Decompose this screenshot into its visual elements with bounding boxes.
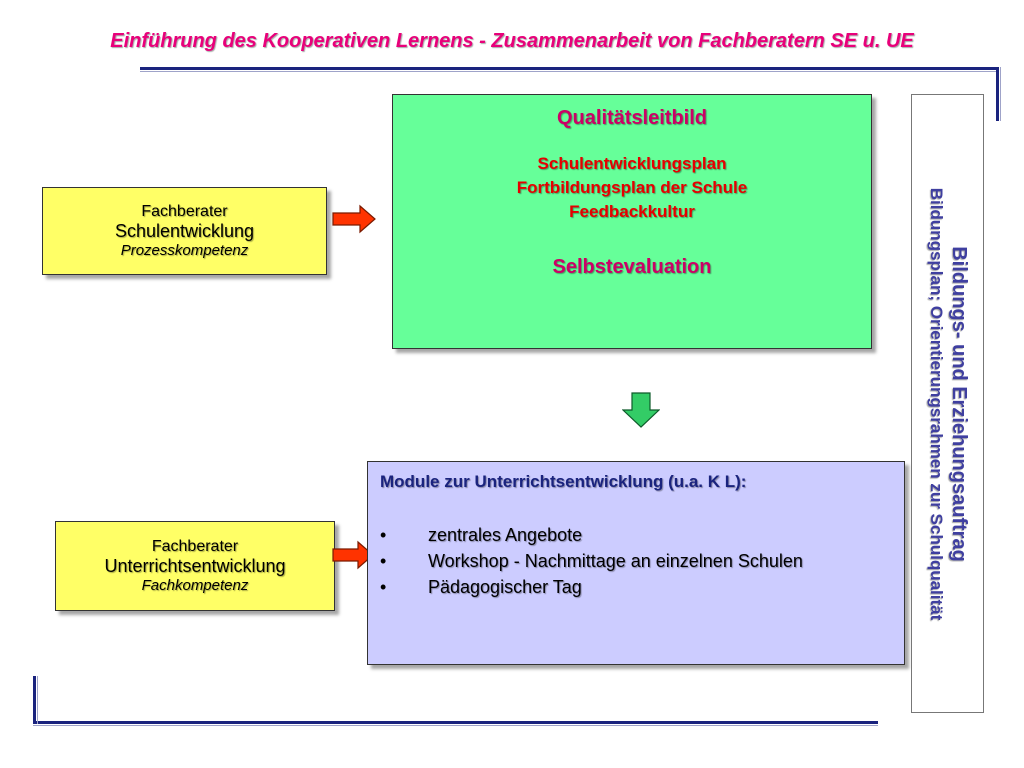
- list-item-text: Pädagogischer Tag: [428, 577, 582, 597]
- top-divider-shadow: [140, 71, 997, 72]
- box-ue-field: Unterrichtsentwicklung: [104, 556, 286, 576]
- side-frame-box: [911, 94, 984, 713]
- right-corner-line: [996, 67, 999, 121]
- modules-box: [367, 461, 905, 665]
- list-item: [380, 522, 880, 548]
- top-divider: [140, 67, 997, 70]
- side-text-framework: Bildungsplan; Orientierungsrahmen zur Schulqualität: [926, 187, 946, 620]
- quality-title: Qualitätsleitbild: [556, 107, 708, 129]
- bullet-icon: •: [380, 551, 387, 571]
- arrow-right-icon: [332, 204, 376, 234]
- arrow-down-icon: [622, 392, 660, 428]
- bullet-icon: •: [380, 525, 387, 545]
- modules-title: Module zur Unterrichtsentwicklung (u.a. K L):: [380, 472, 747, 491]
- modules-list: [380, 522, 880, 600]
- list-item: [380, 548, 880, 574]
- box-ue-role: Fachberater: [151, 538, 239, 555]
- left-corner-line-shadow: [37, 676, 38, 724]
- right-corner-line-shadow: [1000, 67, 1001, 121]
- bottom-divider-shadow: [33, 725, 878, 726]
- quality-item: Schulentwicklungsplan: [537, 154, 727, 173]
- box-se-field: Schulentwicklung: [114, 221, 255, 241]
- quality-items: [393, 152, 871, 224]
- bullet-icon: •: [380, 577, 387, 597]
- page-title: Einführung des Kooperativen Lernens - Zusammenarbeit von Fachberatern SE u. UE: [110, 30, 914, 52]
- left-corner-line: [33, 676, 36, 724]
- quality-item: Fortbildungsplan der Schule: [516, 178, 748, 197]
- side-text: [925, 104, 971, 704]
- fachberater-ue-box: [55, 521, 335, 611]
- side-text-mandate: Bildungs- und Erziehungsauftrag: [947, 245, 970, 562]
- list-item: [380, 574, 880, 600]
- bottom-divider: [33, 721, 878, 724]
- box-se-role: Fachberater: [141, 203, 228, 220]
- box-ue-competence: Fachkompetenz: [141, 577, 249, 594]
- fachberater-se-box: [42, 187, 327, 275]
- list-item-text: Workshop - Nachmittage an einzelnen Schulen: [428, 551, 803, 571]
- quality-evaluation: Selbstevaluation: [552, 256, 712, 278]
- box-se-competence: Prozesskompetenz: [120, 242, 249, 259]
- quality-box: [392, 94, 872, 349]
- quality-item: Feedbackkultur: [569, 202, 695, 221]
- list-item-text: zentrales Angebote: [428, 525, 583, 545]
